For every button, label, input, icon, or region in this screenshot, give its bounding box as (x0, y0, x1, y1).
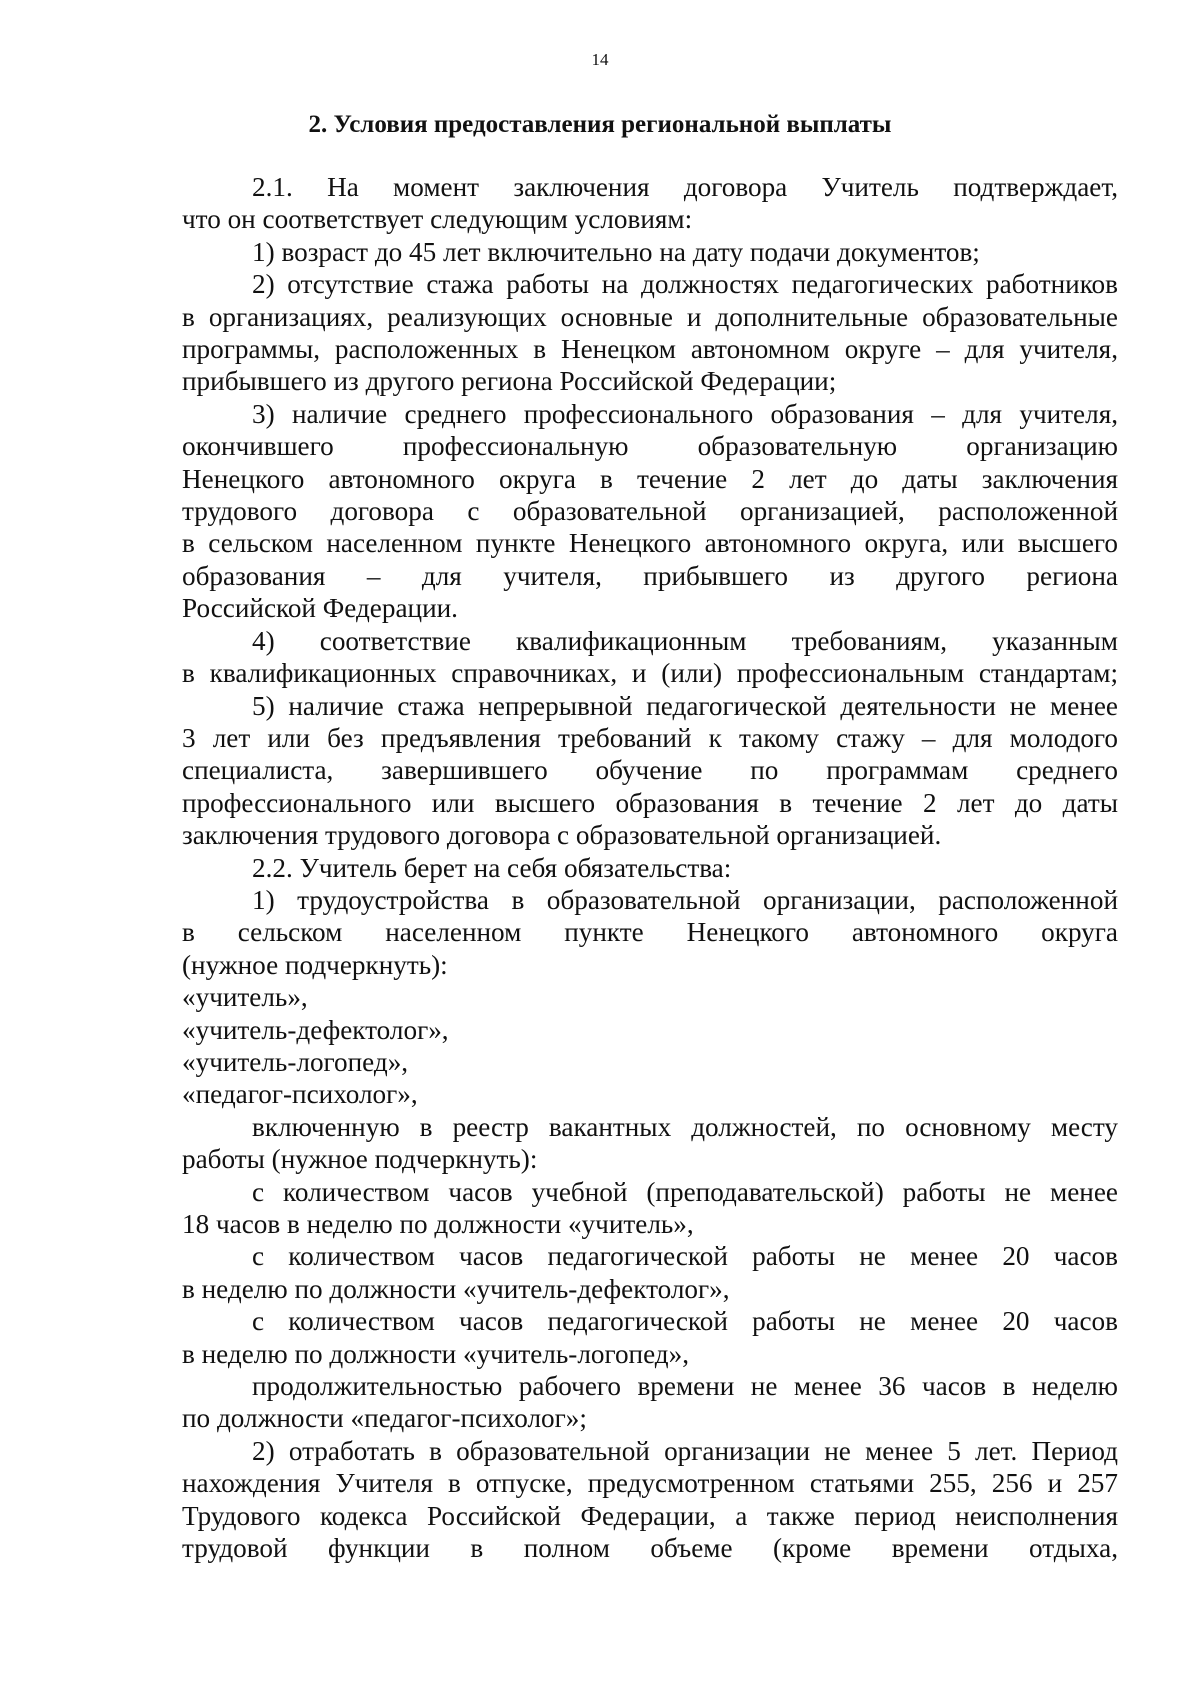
text-line: 3 лет или без предъявления требований к такому стажу – для молодого (182, 722, 1118, 753)
text-line: Российской Федерации. (182, 593, 458, 624)
text-line: в сельском населенном пункте Ненецкого автономного округа (182, 917, 1118, 948)
text-line: в организациях, реализующих основные и дополнительные образовательные (182, 301, 1118, 332)
text-line: трудового договора с образовательной организацией, расположенной (182, 496, 1118, 527)
text-line: «учитель», (182, 982, 308, 1013)
text-line: 2) отработать в образовательной организации не менее 5 лет. Период (252, 1435, 1118, 1466)
text-line: 1) возраст до 45 лет включительно на дату подачи документов; (252, 236, 980, 267)
text-line: с количеством часов педагогической работы не менее 20 часов (252, 1306, 1118, 1337)
text-line: 2) отсутствие стажа работы на должностях педагогических работников (252, 269, 1118, 300)
text-line: (нужное подчеркнуть): (182, 949, 448, 980)
text-line: продолжительностью рабочего времени не менее 36 часов в неделю (252, 1371, 1118, 1402)
text-line: 3) наличие среднего профессионального образования – для учителя, (252, 398, 1118, 429)
text-line: Ненецкого автономного округа в течение 2 лет до даты заключения (182, 463, 1118, 494)
text-line: образования – для учителя, прибывшего из другого региона (182, 560, 1118, 591)
text-line: «учитель-логопед», (182, 1046, 409, 1077)
text-line: программы, расположенных в Ненецком автономном округе – для учителя, (182, 334, 1118, 365)
text-line: в неделю по должности «учитель-логопед», (182, 1338, 690, 1369)
text-line: специалиста, завершившего обучение по программам среднего (182, 755, 1118, 786)
text-line: прибывшего из другого региона Российской Федерации; (182, 366, 837, 397)
document-body (182, 171, 1118, 1564)
text-line: трудовой функции в полном объеме (кроме времени отдыха, (182, 1533, 1118, 1564)
text-line: 1) трудоустройства в образовательной организации, расположенной (252, 884, 1118, 915)
text-line: 4) соответствие квалификационным требованиям, указанным (252, 625, 1118, 656)
text-line: профессионального или высшего образования в течение 2 лет до даты (182, 787, 1118, 818)
text-line: Трудового кодекса Российской Федерации, а также период неисполнения (182, 1500, 1118, 1531)
text-line: в квалификационных справочниках, и (или) профессиональным стандартам; (182, 658, 1118, 689)
text-line: заключения трудового договора с образовательной организацией. (182, 820, 942, 851)
text-line: 5) наличие стажа непрерывной педагогической деятельности не менее (252, 690, 1118, 721)
text-line: работы (нужное подчеркнуть): (182, 1144, 538, 1175)
text-line: 18 часов в неделю по должности «учитель», (182, 1209, 694, 1239)
text-line: что он соответствует следующим условиям: (182, 204, 693, 235)
section-title: 2. Условия предоставления региональной выплаты (308, 111, 892, 138)
text-line: нахождения Учителя в отпуске, предусмотренном статьями 255, 256 и 257 (182, 1468, 1118, 1499)
text-line: по должности «педагог-психолог»; (182, 1403, 587, 1434)
text-line: в неделю по должности «учитель-дефектолог», (182, 1273, 730, 1304)
text-line: 2.2. Учитель берет на себя обязательства: (252, 852, 732, 883)
text-line: «учитель-дефектолог», (182, 1014, 449, 1045)
text-line: с количеством часов педагогической работы не менее 20 часов (252, 1241, 1118, 1272)
text-line: окончившего профессиональную образовательную организацию (182, 431, 1118, 462)
text-line: 2.1. На момент заключения договора Учитель подтверждает, (252, 172, 1118, 202)
text-line: включенную в реестр вакантных должностей, по основному месту (252, 1111, 1118, 1142)
page-number: 14 (591, 50, 609, 69)
text-line: с количеством часов учебной (преподавательской) работы не менее (252, 1176, 1118, 1207)
text-line: в сельском населенном пункте Ненецкого автономного округа, или высшего (182, 528, 1118, 559)
text-line: «педагог-психолог», (182, 1079, 418, 1110)
